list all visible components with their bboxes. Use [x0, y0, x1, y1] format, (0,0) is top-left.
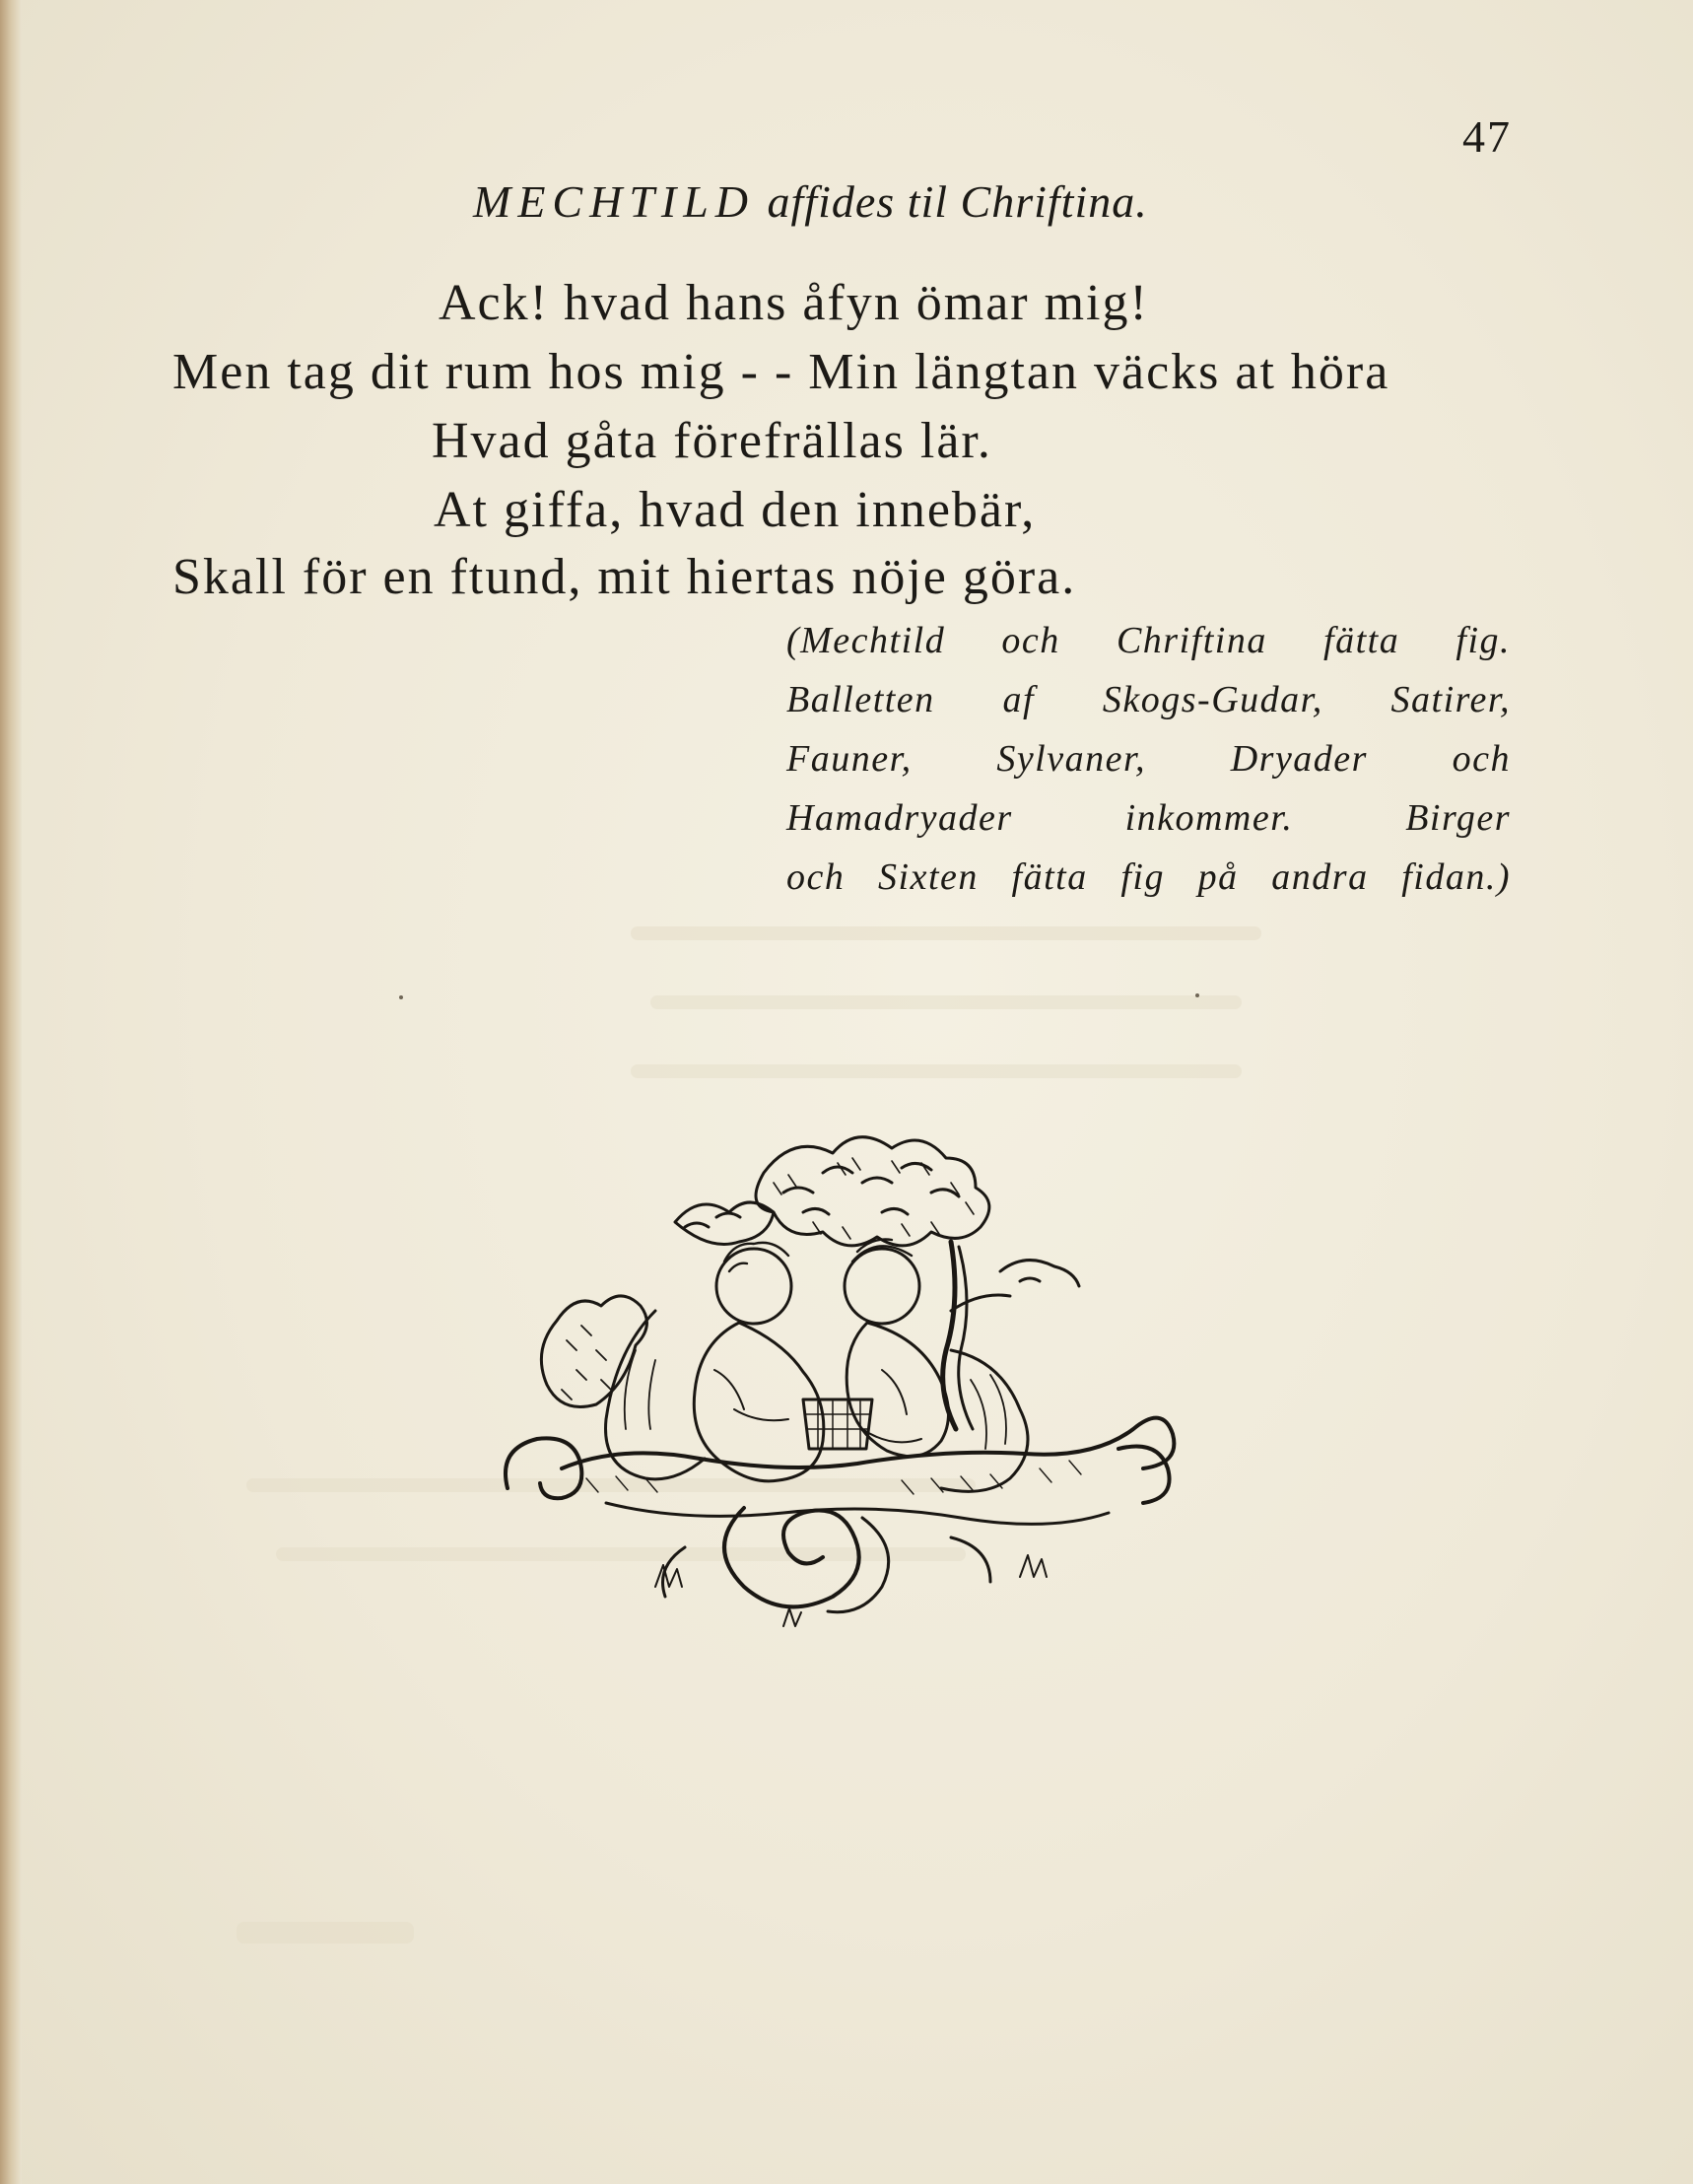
stage-direction	[786, 611, 1511, 907]
ink-speck	[399, 995, 403, 999]
verse-line: Men tag dit rum hos mig - - Min längtan väcks at höra	[172, 344, 1390, 400]
stage-direction-line: (Mechtild och Chriftina fätta fig.	[786, 620, 1511, 661]
stage-direction-line: Hamadryader inkommer. Birger	[786, 797, 1511, 839]
speaker-heading	[473, 175, 1148, 228]
verse-line: Hvad gåta förefrällas lär.	[432, 413, 992, 469]
show-through-mark	[631, 926, 1261, 940]
show-through-mark	[631, 1064, 1242, 1078]
binding-edge	[0, 0, 22, 2184]
verse-line: At giffa, hvad den innebär,	[434, 482, 1037, 538]
rococo-cherubs-vignette-icon	[488, 1114, 1207, 1656]
show-through-mark	[650, 995, 1242, 1009]
show-through-mark	[237, 1922, 414, 1944]
verse-line: Ack! hvad hans åfyn ömar mig!	[439, 275, 1149, 331]
stage-direction-line: Fauner, Sylvaner, Dryader och	[786, 738, 1511, 780]
stage-direction-line: och Sixten fätta fig på andra fidan.)	[786, 856, 1511, 898]
page-number: 47	[1462, 111, 1512, 162]
ink-speck	[1195, 993, 1199, 997]
verse-line: Skall för en ftund, mit hiertas nöje göra.	[172, 549, 1077, 605]
speaker-name: MECHTILD	[473, 176, 756, 227]
speaker-direction: affides til Chriftina.	[767, 176, 1148, 227]
stage-direction-line: Balletten af Skogs-Gudar, Satirer,	[786, 679, 1511, 720]
